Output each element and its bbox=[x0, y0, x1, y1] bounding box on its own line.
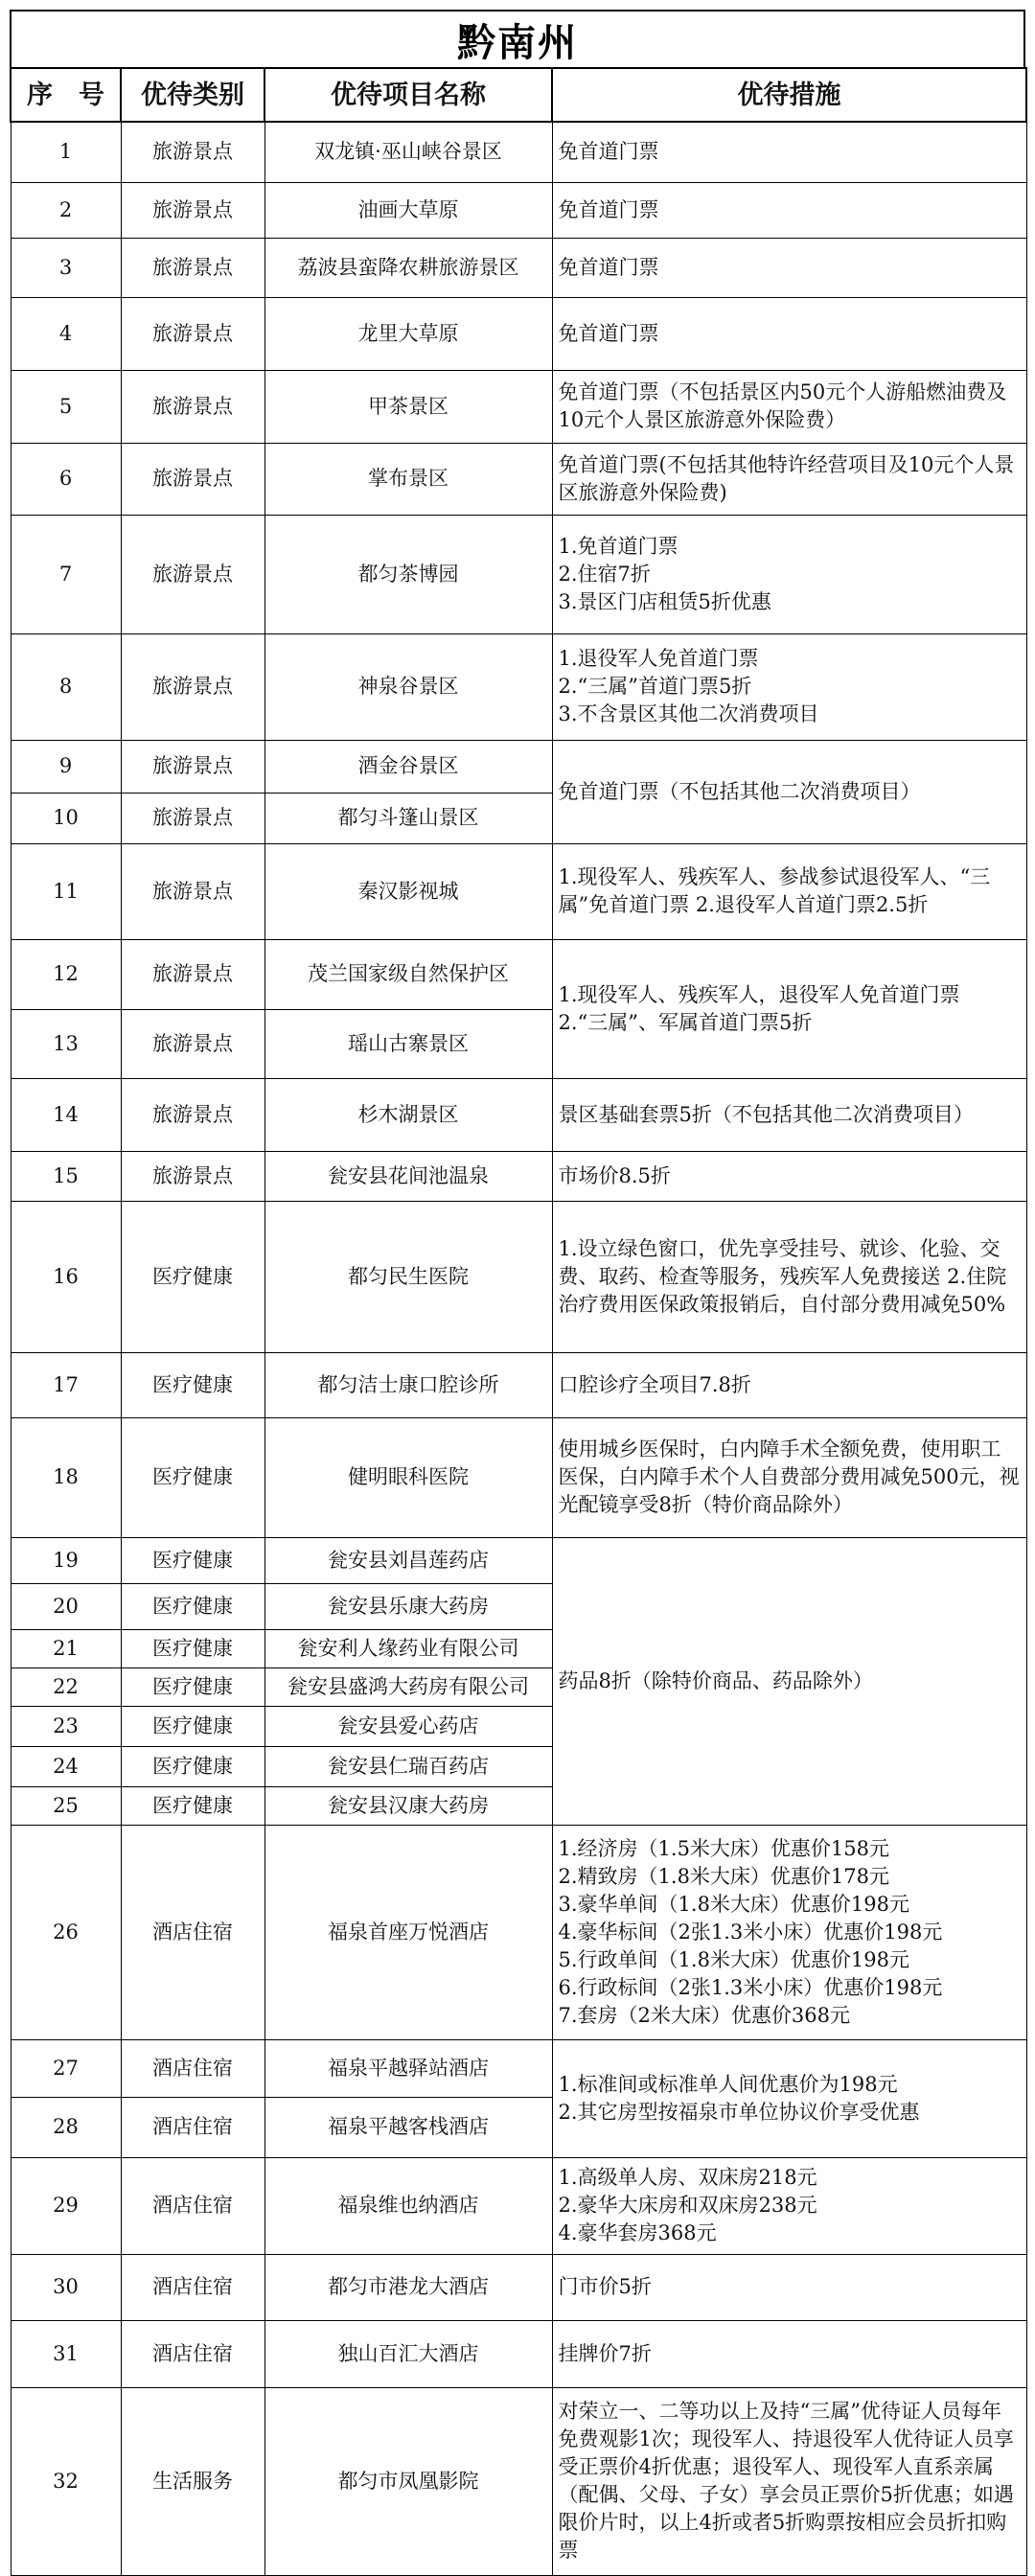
row-item-name: 瓮安利人缘药业有限公司 bbox=[264, 1629, 552, 1668]
row-item-name: 瑶山古寨景区 bbox=[264, 1009, 552, 1078]
row-category: 医疗健康 bbox=[121, 1786, 264, 1825]
row-number: 18 bbox=[11, 1417, 121, 1537]
row-category: 旅游景点 bbox=[121, 182, 264, 238]
row-measure: 免首道门票(不包括其他特许经营项目及10元个人景区旅游意外保险费) bbox=[552, 443, 1026, 515]
measure-line: 7.套房（2米大床）优惠价368元 bbox=[558, 2003, 850, 2027]
row-item-name: 福泉平越客栈酒店 bbox=[264, 2097, 552, 2157]
row-number: 20 bbox=[11, 1583, 121, 1629]
measure-line: 2.豪华大床房和双床房238元 bbox=[558, 2194, 817, 2217]
row-number: 4 bbox=[11, 297, 121, 370]
row-number: 23 bbox=[11, 1706, 121, 1746]
row-measure: 免首道门票（不包括其他二次消费项目） bbox=[552, 740, 1026, 843]
measure-line: 3.豪华单间（1.8米大床）优惠价198元 bbox=[558, 1892, 910, 1916]
row-item-name: 甲茶景区 bbox=[264, 370, 552, 443]
row-item-name: 瓮安县爱心药店 bbox=[264, 1706, 552, 1746]
table-row bbox=[11, 182, 1026, 238]
row-measure: 药品8折（除特价商品、药品除外） bbox=[552, 1537, 1026, 1825]
measure-line: 1.高级单人房、双床房218元 bbox=[558, 2166, 817, 2189]
table-row bbox=[11, 238, 1026, 297]
header-name: 优待项目名称 bbox=[264, 68, 552, 122]
row-measure: 免首道门票（不包括景区内50元个人游船燃油费及10元个人景区旅游意外保险费） bbox=[552, 370, 1026, 443]
row-item-name: 杉木湖景区 bbox=[264, 1078, 552, 1151]
row-number: 17 bbox=[11, 1352, 121, 1417]
header-measure: 优待措施 bbox=[552, 68, 1026, 122]
row-category: 旅游景点 bbox=[121, 633, 264, 740]
header-seq: 序 号 bbox=[11, 68, 121, 122]
row-category: 酒店住宿 bbox=[121, 2320, 264, 2387]
row-category: 旅游景点 bbox=[121, 297, 264, 370]
row-measure: 免首道门票 bbox=[552, 122, 1026, 182]
measure-line: 4.豪华标间（2张1.3米小床）优惠价198元 bbox=[558, 1920, 943, 1944]
row-item-name: 龙里大草原 bbox=[264, 297, 552, 370]
table-row bbox=[11, 939, 1026, 1009]
row-number: 9 bbox=[11, 740, 121, 793]
row-item-name: 福泉首座万悦酒店 bbox=[264, 1825, 552, 2039]
row-number: 24 bbox=[11, 1746, 121, 1786]
row-item-name: 福泉维也纳酒店 bbox=[264, 2157, 552, 2254]
table-row bbox=[11, 1825, 1026, 2039]
table-row bbox=[11, 2320, 1026, 2387]
row-item-name: 瓮安县花间池温泉 bbox=[264, 1151, 552, 1201]
row-item-name: 瓮安县汉康大药房 bbox=[264, 1786, 552, 1825]
row-category: 旅游景点 bbox=[121, 515, 264, 633]
row-item-name: 都匀斗篷山景区 bbox=[264, 793, 552, 843]
table-row bbox=[11, 1201, 1026, 1352]
row-measure: 使用城乡医保时，白内障手术全额免费，使用职工医保，白内障手术个人自费部分费用减免500元，视光配镜享受8折（特价商品除外） bbox=[552, 1417, 1026, 1537]
row-item-name: 瓮安县刘昌莲药店 bbox=[264, 1537, 552, 1583]
table-row bbox=[11, 1537, 1026, 1583]
table-row bbox=[11, 515, 1026, 633]
row-category: 旅游景点 bbox=[121, 443, 264, 515]
row-category: 医疗健康 bbox=[121, 1537, 264, 1583]
row-measure: 免首道门票 bbox=[552, 182, 1026, 238]
row-item-name: 都匀市港龙大酒店 bbox=[264, 2254, 552, 2320]
table-row bbox=[11, 370, 1026, 443]
table-row bbox=[11, 843, 1026, 939]
row-number: 5 bbox=[11, 370, 121, 443]
row-category: 旅游景点 bbox=[121, 1151, 264, 1201]
measure-line: 6.行政标间（2张1.3米小床）优惠价198元 bbox=[558, 1975, 943, 1999]
table-row bbox=[11, 2039, 1026, 2097]
row-measure: 对荣立一、二等功以上及持“三属”优待证人员每年免费观影1次；现役军人、持退役军人优待证人员享受正票价4折优惠；退役军人、现役军人直系亲属（配偶、父母、子女）享会员正票价5折优惠；如遇限价片时，以上4折或者5折购票按相应会员折扣购票 bbox=[552, 2387, 1026, 2575]
row-category: 旅游景点 bbox=[121, 939, 264, 1009]
row-number: 6 bbox=[11, 443, 121, 515]
row-measure: 1.设立绿色窗口，优先享受挂号、就诊、化验、交费、取药、检查等服务，残疾军人免费接送 2.住院治疗费用医保政策报销后，自付部分费用减免50% bbox=[552, 1201, 1026, 1352]
table-row bbox=[11, 122, 1026, 182]
row-measure: 口腔诊疗全项目7.8折 bbox=[552, 1352, 1026, 1417]
row-number: 11 bbox=[11, 843, 121, 939]
measure-line: 4.豪华套房368元 bbox=[558, 2221, 717, 2244]
row-measure: 市场价8.5折 bbox=[552, 1151, 1026, 1201]
table-row bbox=[11, 297, 1026, 370]
row-number: 7 bbox=[11, 515, 121, 633]
row-category: 旅游景点 bbox=[121, 122, 264, 182]
row-item-name: 茂兰国家级自然保护区 bbox=[264, 939, 552, 1009]
row-item-name: 双龙镇·巫山峡谷景区 bbox=[264, 122, 552, 182]
row-measure: 景区基础套票5折（不包括其他二次消费项目） bbox=[552, 1078, 1026, 1151]
row-item-name: 荔波县蛮降农耕旅游景区 bbox=[264, 238, 552, 297]
row-measure bbox=[552, 2157, 1026, 2254]
row-category: 旅游景点 bbox=[121, 740, 264, 793]
measure-line: 1.现役军人、残疾军人，退役军人免首道门票 bbox=[558, 982, 960, 1006]
row-number: 32 bbox=[11, 2387, 121, 2575]
row-item-name: 独山百汇大酒店 bbox=[264, 2320, 552, 2387]
row-item-name: 都匀茶博园 bbox=[264, 515, 552, 633]
row-measure: 免首道门票 bbox=[552, 297, 1026, 370]
row-item-name: 都匀市凤凰影院 bbox=[264, 2387, 552, 2575]
row-category: 酒店住宿 bbox=[121, 2254, 264, 2320]
row-number: 19 bbox=[11, 1537, 121, 1583]
measure-line: 5.行政单间（1.8米大床）优惠价198元 bbox=[558, 1947, 910, 1971]
row-category: 医疗健康 bbox=[121, 1352, 264, 1417]
row-item-name: 秦汉影视城 bbox=[264, 843, 552, 939]
row-category: 医疗健康 bbox=[121, 1201, 264, 1352]
measure-line: 2.住宿7折 bbox=[558, 562, 651, 586]
row-number: 1 bbox=[11, 122, 121, 182]
row-measure bbox=[552, 2039, 1026, 2157]
row-number: 10 bbox=[11, 793, 121, 843]
measure-line: 2.“三属”、军属首道门票5折 bbox=[558, 1010, 813, 1034]
table-row bbox=[11, 1352, 1026, 1417]
row-number: 30 bbox=[11, 2254, 121, 2320]
table-row bbox=[11, 1417, 1026, 1537]
row-category: 医疗健康 bbox=[121, 1417, 264, 1537]
row-category: 酒店住宿 bbox=[121, 2097, 264, 2157]
row-category: 酒店住宿 bbox=[121, 2039, 264, 2097]
row-number: 25 bbox=[11, 1786, 121, 1825]
row-category: 酒店住宿 bbox=[121, 1825, 264, 2039]
table-row bbox=[11, 2387, 1026, 2575]
row-category: 旅游景点 bbox=[121, 1009, 264, 1078]
row-category: 旅游景点 bbox=[121, 1078, 264, 1151]
row-item-name: 都匀民生医院 bbox=[264, 1201, 552, 1352]
row-category: 医疗健康 bbox=[121, 1629, 264, 1668]
row-category: 医疗健康 bbox=[121, 1583, 264, 1629]
table-row bbox=[11, 740, 1026, 793]
measure-line: 3.不含景区其他二次消费项目 bbox=[558, 702, 819, 725]
measure-line: 2.精致房（1.8米大床）优惠价178元 bbox=[558, 1864, 890, 1888]
row-number: 13 bbox=[11, 1009, 121, 1078]
row-number: 15 bbox=[11, 1151, 121, 1201]
row-measure: 免首道门票 bbox=[552, 238, 1026, 297]
row-number: 12 bbox=[11, 939, 121, 1009]
row-measure: 门市价5折 bbox=[552, 2254, 1026, 2320]
row-item-name: 油画大草原 bbox=[264, 182, 552, 238]
row-measure bbox=[552, 515, 1026, 633]
table-row bbox=[11, 633, 1026, 740]
row-number: 27 bbox=[11, 2039, 121, 2097]
table-row bbox=[11, 443, 1026, 515]
measure-line: 2.“三属”首道门票5折 bbox=[558, 675, 752, 698]
table-row bbox=[11, 1078, 1026, 1151]
row-category: 医疗健康 bbox=[121, 1668, 264, 1706]
row-category: 酒店住宿 bbox=[121, 2157, 264, 2254]
header-category: 优待类别 bbox=[121, 68, 264, 122]
row-number: 3 bbox=[11, 238, 121, 297]
row-item-name: 瓮安县仁瑞百药店 bbox=[264, 1746, 552, 1786]
row-measure: 1.现役军人、残疾军人、参战参试退役军人、“三属”免首道门票 2.退役军人首道门票2.5折 bbox=[552, 843, 1026, 939]
table-row bbox=[11, 2157, 1026, 2254]
row-number: 28 bbox=[11, 2097, 121, 2157]
row-measure: 挂牌价7折 bbox=[552, 2320, 1026, 2387]
measure-line: 1.免首道门票 bbox=[558, 534, 678, 558]
measure-line: 3.景区门店租赁5折优惠 bbox=[558, 589, 771, 613]
row-measure bbox=[552, 633, 1026, 740]
row-number: 14 bbox=[11, 1078, 121, 1151]
page-title: 黔南州 bbox=[10, 10, 1025, 67]
table-row bbox=[11, 2254, 1026, 2320]
row-item-name: 瓮安县盛鸿大药房有限公司 bbox=[264, 1668, 552, 1706]
measure-line: 1.标准间或标准单人间优惠价为198元 bbox=[558, 2072, 898, 2096]
benefits-table bbox=[10, 67, 1027, 2576]
measure-line: 1.退役军人免首道门票 bbox=[558, 647, 759, 670]
row-item-name: 瓮安县乐康大药房 bbox=[264, 1583, 552, 1629]
row-number: 2 bbox=[11, 182, 121, 238]
row-item-name: 福泉平越驿站酒店 bbox=[264, 2039, 552, 2097]
row-item-name: 掌布景区 bbox=[264, 443, 552, 515]
row-item-name: 都匀洁士康口腔诊所 bbox=[264, 1352, 552, 1417]
row-measure bbox=[552, 939, 1026, 1078]
row-category: 旅游景点 bbox=[121, 793, 264, 843]
row-number: 31 bbox=[11, 2320, 121, 2387]
row-item-name: 健明眼科医院 bbox=[264, 1417, 552, 1537]
table-header-row bbox=[11, 68, 1026, 122]
row-number: 16 bbox=[11, 1201, 121, 1352]
row-number: 26 bbox=[11, 1825, 121, 2039]
row-number: 22 bbox=[11, 1668, 121, 1706]
row-number: 21 bbox=[11, 1629, 121, 1668]
measure-line: 2.其它房型按福泉市单位协议价享受优惠 bbox=[558, 2100, 920, 2124]
row-measure bbox=[552, 1825, 1026, 2039]
row-number: 29 bbox=[11, 2157, 121, 2254]
row-category: 旅游景点 bbox=[121, 238, 264, 297]
table-row bbox=[11, 1151, 1026, 1201]
row-category: 旅游景点 bbox=[121, 843, 264, 939]
row-category: 医疗健康 bbox=[121, 1746, 264, 1786]
row-number: 8 bbox=[11, 633, 121, 740]
row-item-name: 神泉谷景区 bbox=[264, 633, 552, 740]
row-item-name: 酒金谷景区 bbox=[264, 740, 552, 793]
row-category: 生活服务 bbox=[121, 2387, 264, 2575]
measure-line: 1.经济房（1.5米大床）优惠价158元 bbox=[558, 1836, 890, 1860]
row-category: 医疗健康 bbox=[121, 1706, 264, 1746]
row-category: 旅游景点 bbox=[121, 370, 264, 443]
